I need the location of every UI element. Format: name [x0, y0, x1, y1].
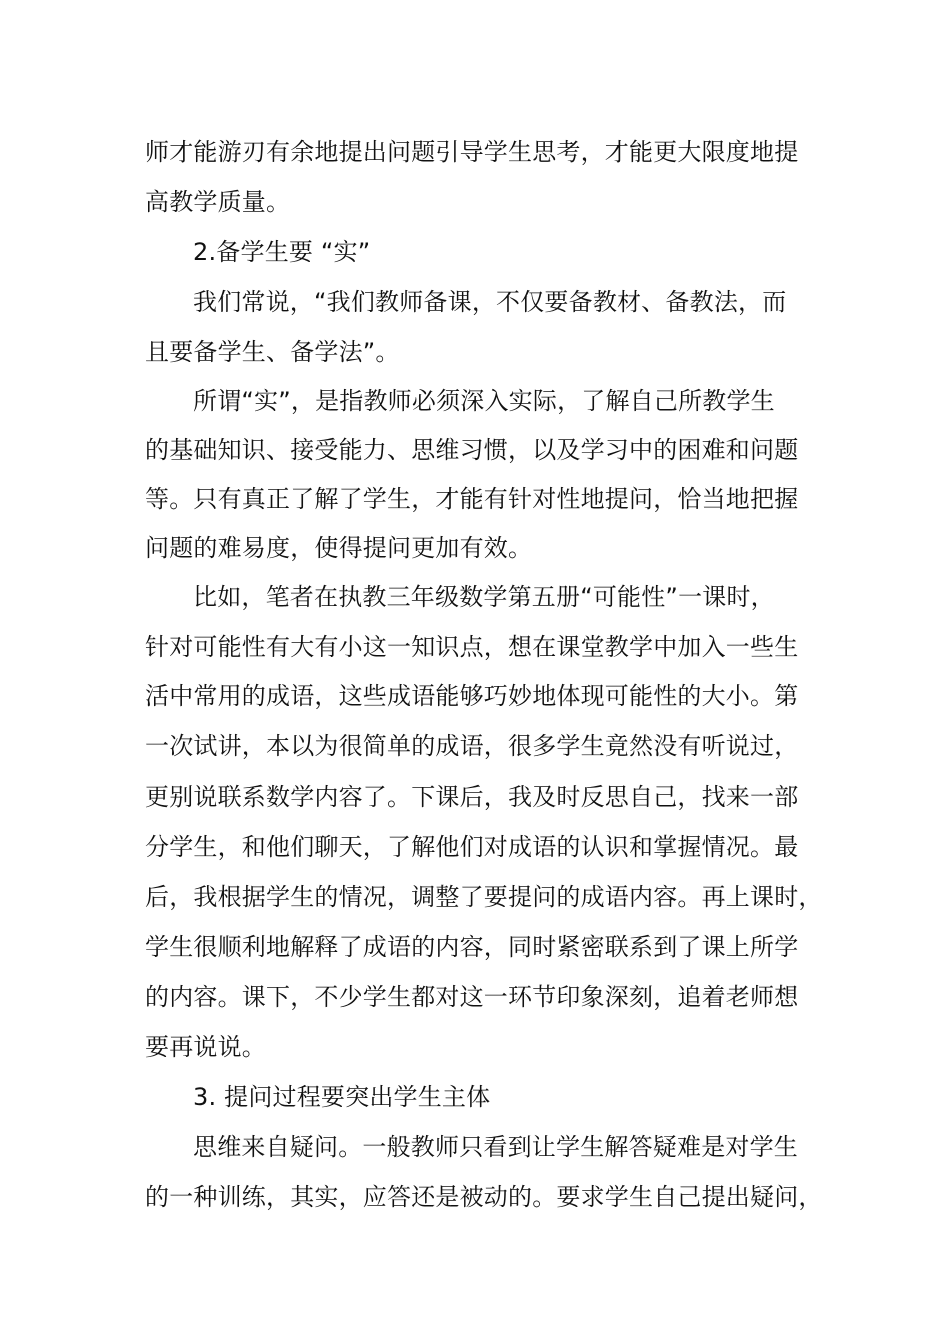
section-heading: 3. 提问过程要突出学生主体	[193, 1083, 491, 1111]
text-line: 师才能游刃有余地提出问题引导学生思考，才能更大限度地提	[145, 138, 799, 166]
text-line: 思维来自疑问。一般教师只看到让学生解答疑难是对学生	[193, 1133, 798, 1161]
text-line: 学生很顺利地解释了成语的内容，同时紧密联系到了课上所学	[145, 933, 799, 961]
text-line: 后，我根据学生的情况，调整了要提问的成语内容。再上课时，	[145, 883, 823, 911]
text-line: 的内容。课下，不少学生都对这一环节印象深刻，追着老师想	[145, 983, 799, 1011]
text-line: 活中常用的成语，这些成语能够巧妙地体现可能性的大小。第	[145, 682, 799, 710]
text-line: 比如，笔者在执教三年级数学第五册“可能性”一课时，	[193, 583, 775, 611]
text-line: 我们常说，“我们教师备课，不仅要备教材、备教法，而	[193, 288, 787, 316]
text-line: 针对可能性有大有小这一知识点，想在课堂教学中加入一些生	[145, 633, 799, 661]
text-line: 要再说说。	[145, 1033, 266, 1061]
text-line: 高教学质量。	[145, 188, 291, 216]
text-line: 分学生，和他们聊天，了解他们对成语的认识和掌握情况。最	[145, 833, 799, 861]
text-line: 所谓“实”，是指教师必须深入实际，了解自己所教学生	[193, 387, 775, 415]
section-heading: 2.备学生要 “实”	[193, 238, 371, 266]
text-line: 且要备学生、备学法”。	[145, 338, 400, 366]
text-line: 等。只有真正了解了学生，才能有针对性地提问，恰当地把握	[145, 485, 799, 513]
text-line: 更别说联系数学内容了。下课后，我及时反思自己，找来一部	[145, 783, 799, 811]
text-line: 的一种训练，其实，应答还是被动的。要求学生自己提出疑问，	[145, 1183, 823, 1211]
text-line: 问题的难易度，使得提问更加有效。	[145, 534, 533, 562]
text-line: 的基础知识、接受能力、思维习惯，以及学习中的困难和问题	[145, 436, 799, 464]
text-line: 一次试讲，本以为很简单的成语，很多学生竟然没有听说过，	[145, 732, 799, 760]
